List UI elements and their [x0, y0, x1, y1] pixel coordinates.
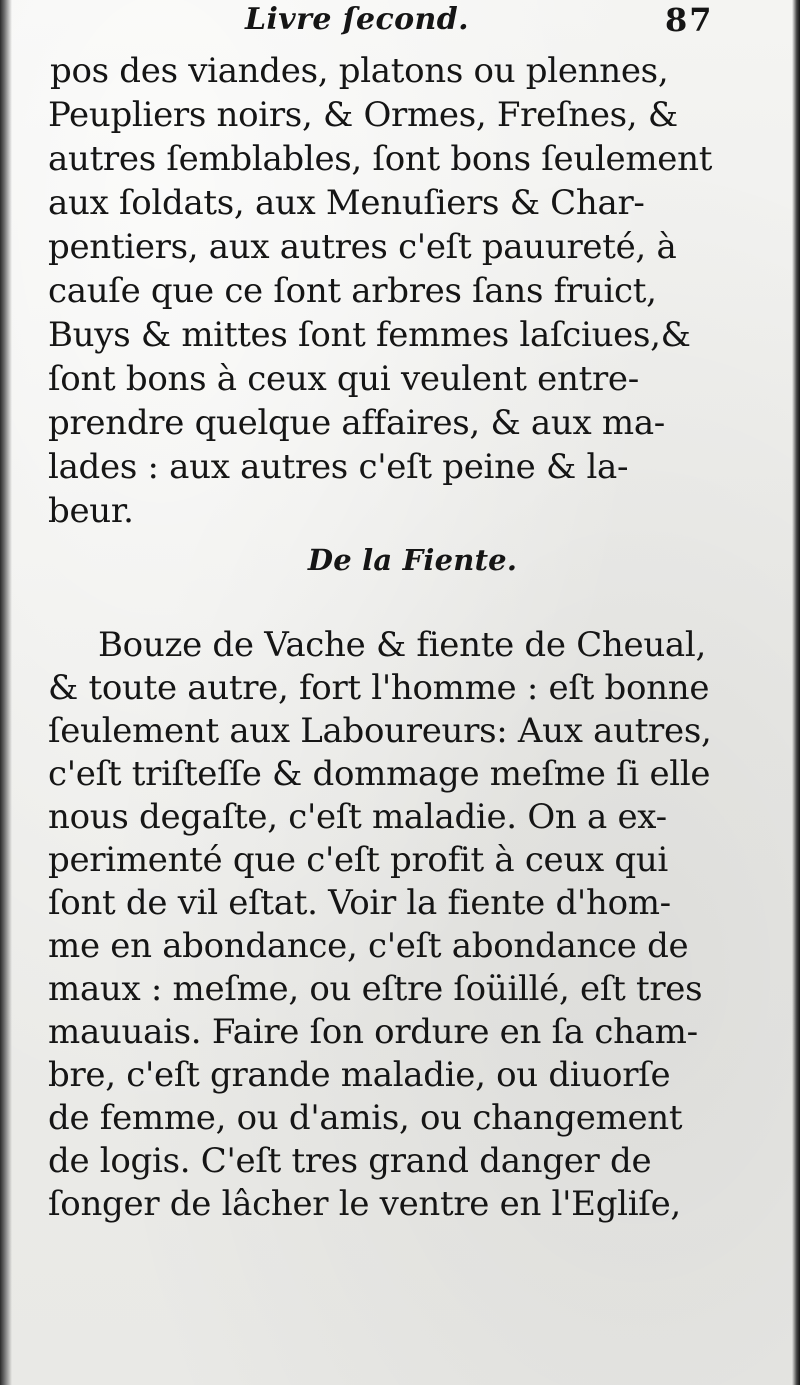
text-line: perimenté que c'eſt profit à ceux qui — [48, 840, 668, 880]
text-line: Bouze de Vache & fiente de Cheual, — [98, 625, 706, 665]
text-line: lades : aux autres c'eſt peine & la- — [48, 447, 629, 487]
running-title: Livre ſecond. — [245, 2, 469, 37]
text-line: de logis. C'eſt tres grand danger de — [48, 1141, 652, 1181]
page-edge-shadow-right — [792, 0, 800, 1385]
running-head — [0, 0, 800, 46]
text-line: c'eſt triſteſſe & dommage meſme ſi elle — [48, 754, 711, 794]
text-line: pos des viandes, platons ou plennes, — [50, 51, 669, 91]
text-line: mauuais. Faire ſon ordure en ſa cham- — [48, 1012, 698, 1052]
text-line: nous degaſte, c'eſt maladie. On a ex- — [48, 797, 667, 837]
text-line: & toute autre, fort l'homme : eſt bonne — [48, 668, 710, 708]
text-line: cauſe que ce ſont arbres ſans fruict, — [48, 271, 657, 311]
text-line: autres ſemblables, ſont bons ſeulement — [48, 139, 713, 179]
text-line: me en abondance, c'eſt abondance de — [48, 926, 689, 966]
text-line: beur. — [48, 491, 134, 531]
text-line: ſonger de lâcher le ventre en l'Egliſe, — [48, 1184, 681, 1224]
text-line: aux ſoldats, aux Menuſiers & Char- — [48, 183, 645, 223]
text-line: ſont bons à ceux qui veulent entre- — [48, 359, 639, 399]
text-line: ſont de vil eſtat. Voir la fiente d'hom- — [48, 883, 671, 923]
text-line: prendre quelque affaires, & aux ma- — [48, 403, 665, 443]
text-line: ſeulement aux Laboureurs: Aux autres, — [48, 711, 712, 751]
text-line: pentiers, aux autres c'eſt pauureté, à — [48, 227, 677, 267]
text-line: de femme, ou d'amis, ou changement — [48, 1098, 683, 1138]
page-edge-shadow-left — [0, 0, 12, 1385]
text-line: Buys & mittes ſont femmes laſciues,& — [48, 315, 691, 355]
text-line: Peupliers noirs, & Ormes, Freſnes, & — [48, 95, 678, 135]
page-number: 87 — [665, 1, 714, 39]
section-heading: De la Fiente. — [307, 543, 518, 577]
main-passage — [48, 624, 738, 1226]
text-line: bre, c'eſt grande maladie, ou diuorſe — [48, 1055, 671, 1095]
top-passage — [48, 49, 738, 533]
text-line: maux : meſme, ou eſtre ſoüillé, eſt tres — [48, 969, 703, 1009]
